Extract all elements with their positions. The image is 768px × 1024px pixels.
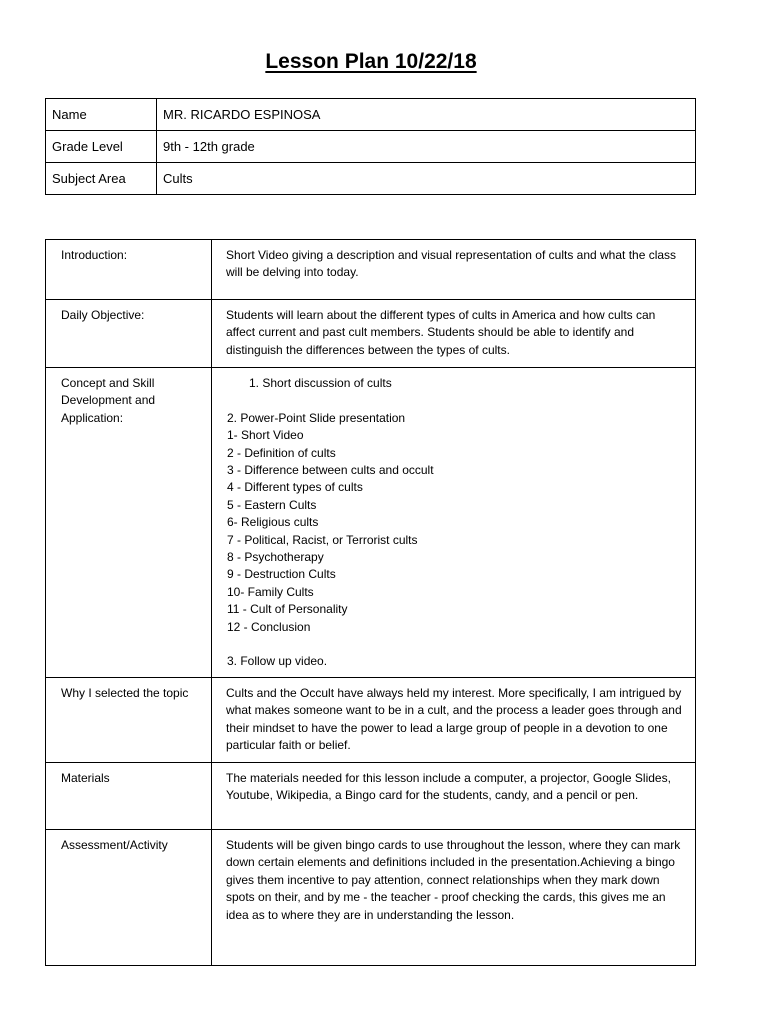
slide-item: 12 - Conclusion: [227, 619, 311, 634]
plan-label: Materials: [46, 763, 212, 830]
info-value: Cults: [157, 163, 696, 195]
info-label: Name: [46, 99, 157, 131]
page-title: Lesson Plan 10/22/18: [265, 50, 477, 73]
slide-item: 1- Short Video: [227, 428, 304, 443]
plan-label: Daily Objective:: [46, 300, 212, 368]
plan-text: Short Video giving a description and visual representation of cults and what the class will be delving into today.: [212, 240, 696, 300]
plan-label: Assessment/Activity: [46, 830, 212, 966]
plan-label: Concept and Skill Development and Application:: [46, 368, 212, 678]
slide-item: 5 - Eastern Cults: [227, 497, 317, 512]
info-value: MR. RICARDO ESPINOSA: [157, 99, 696, 131]
plan-row-materials: [46, 763, 696, 830]
plan-row-concept: [46, 368, 696, 678]
list-item: 2. Power-Point Slide presentation: [227, 410, 406, 425]
info-table: [45, 98, 696, 195]
plan-label: Why I selected the topic: [46, 678, 212, 763]
slide-item: 2 - Definition of cults: [227, 445, 336, 460]
plan-text: Students will be given bingo cards to use throughout the lesson, where they can mark down certain elements and definitions included in the presentation.Achieving a bingo gives them incentive to pay attention, connect relationships when they mark down spots on their, and by me - the teacher - proof checking the cards, this gives me an idea as to where they are in understanding the lesson.: [212, 830, 696, 966]
lesson-plan-table: [45, 239, 696, 966]
list-item: 1. Short discussion of cults: [249, 376, 392, 390]
slide-item: 4 - Different types of cults: [227, 480, 363, 495]
slide-item: 11 - Cult of Personality: [227, 602, 348, 617]
plan-row-why: [46, 678, 696, 763]
plan-row-objective: [46, 300, 696, 368]
plan-text: Students will learn about the different types of cults in America and how cults can affect current and past cult members. Students should be able to identify and distinguish the differences between the types of cults.: [212, 300, 696, 368]
info-row-name: [46, 99, 696, 131]
plan-label: Introduction:: [46, 240, 212, 300]
info-row-subject: [46, 163, 696, 195]
plan-row-assessment: [46, 830, 696, 966]
info-label: Grade Level: [46, 131, 157, 163]
info-value: 9th - 12th grade: [157, 131, 696, 163]
info-row-grade: [46, 131, 696, 163]
info-label: Subject Area: [46, 163, 157, 195]
slide-item: 8 - Psychotherapy: [227, 550, 324, 565]
slide-item: 3 - Difference between cults and occult: [227, 463, 434, 478]
slide-item: 9 - Destruction Cults: [227, 567, 336, 582]
slide-item: 10- Family Cults: [227, 584, 314, 599]
list-item: 3. Follow up video.: [227, 654, 328, 669]
plan-text: Cults and the Occult have always held my interest. More specifically, I am intrigued by what makes someone want to be in a cult, and the process a leader goes through and their mindset to have the power to lead a large group of people in a devotion to one particular faith or belief.: [212, 678, 696, 763]
slide-item: 7 - Political, Racist, or Terrorist cults: [227, 532, 418, 547]
slide-item: 6- Religious cults: [227, 515, 319, 530]
plan-text: The materials needed for this lesson include a computer, a projector, Google Slides, Youtube, Wikipedia, a Bingo card for the students, candy, and a pencil or pen.: [212, 763, 696, 830]
plan-concept-content: [212, 368, 696, 678]
plan-row-introduction: [46, 240, 696, 300]
